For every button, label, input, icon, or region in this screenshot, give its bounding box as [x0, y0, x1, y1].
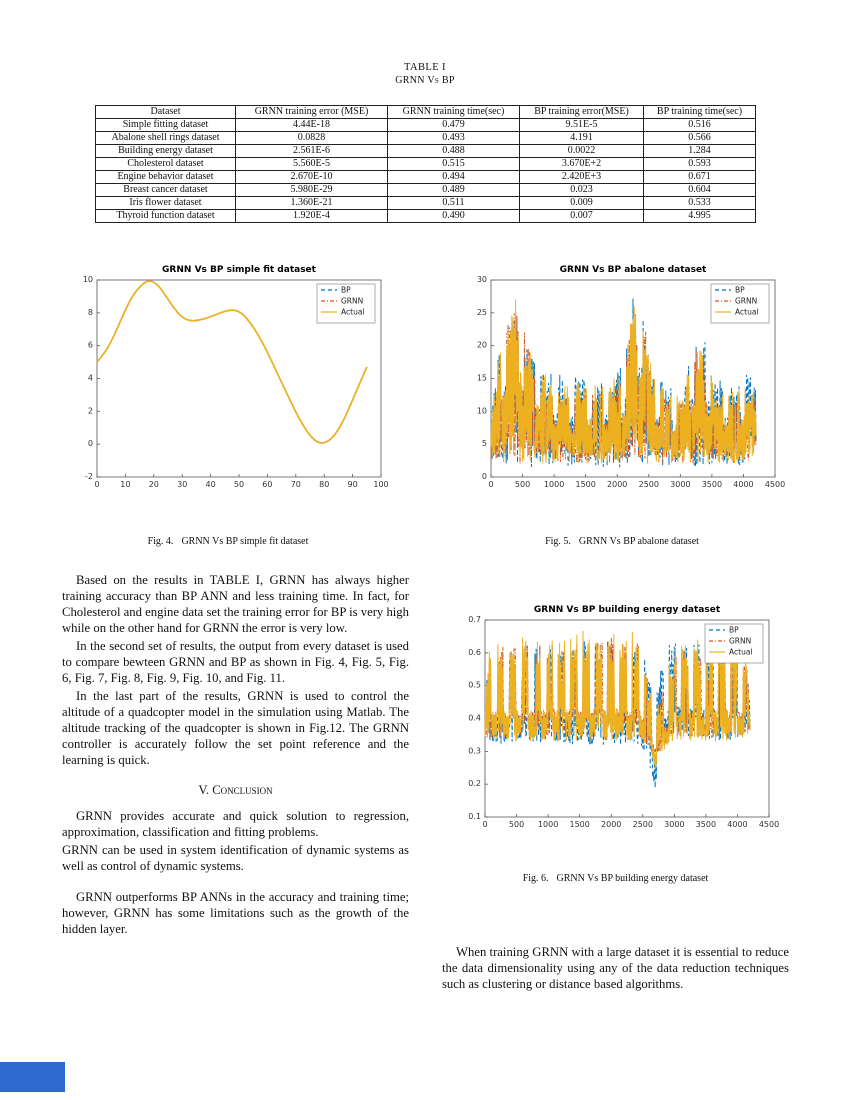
table-cell: 0.566 [644, 132, 756, 145]
figure-4-text: GRNN Vs BP simple fit dataset [181, 536, 309, 547]
table-title: TABLE I [404, 62, 446, 73]
body-paragraph: Based on the results in TABLE I, GRNN has always higher training accuracy than BP ANN and less training time. In fact, for Cholesterol and engine data set the training error for BP is very high while on the other hand for GRNN the error is very low. [62, 573, 409, 635]
figure-5-caption [452, 536, 792, 547]
table-cell: 0.494 [388, 171, 520, 184]
table-cell: 0.671 [644, 171, 756, 184]
table-cell: 1.284 [644, 145, 756, 158]
table-subtitle: GRNN Vs BP [395, 75, 455, 86]
column-header: BP training error(MSE) [520, 106, 644, 119]
column-header: Dataset [96, 106, 236, 119]
chart-abalone [457, 258, 787, 503]
table-cell: Iris flower dataset [96, 197, 236, 210]
body-paragraph: When training GRNN with a large dataset it is essential to reduce the data dimensionality using any of the data reduction techniques such as clustering or distance based algorithms. [442, 944, 789, 991]
table-cell: 0.488 [388, 145, 520, 158]
table-cell: 5.560E-5 [236, 158, 388, 171]
table-cell: 0.0022 [520, 145, 644, 158]
figure-6-caption [442, 873, 789, 886]
table-cell: 0.479 [388, 119, 520, 132]
table-cell: 0.489 [388, 184, 520, 197]
table-cell: 9.51E-5 [520, 119, 644, 132]
footer-blue-bar [0, 1062, 65, 1092]
table-cell: 0.0828 [236, 132, 388, 145]
right-column [442, 572, 789, 994]
table-cell: 0.604 [644, 184, 756, 197]
body-paragraph: In the last part of the results, GRNN is used to control the altitude of a quadcopter model in the simulation using Matlab. The altitude tracking of the quadcopter is shown in Fig.12. The GRNN controller is accurately follow the set point reference and the learning is quick. [62, 689, 409, 767]
figure-4 [58, 258, 398, 547]
body-paragraph: GRNN provides accurate and quick solution to regression, approximation, classification and fitting problems. [62, 809, 409, 839]
column-header: BP training time(sec) [644, 106, 756, 119]
table-cell: 3.670E+2 [520, 158, 644, 171]
table-cell: 0.023 [520, 184, 644, 197]
table-cell: 2.561E-6 [236, 145, 388, 158]
table-row [96, 210, 756, 223]
table-cell: Building energy dataset [96, 145, 236, 158]
table-cell: 2.420E+3 [520, 171, 644, 184]
table-cell: 0.511 [388, 197, 520, 210]
left-column [62, 572, 409, 939]
table-cell: Abalone shell rings dataset [96, 132, 236, 145]
body-paragraph: In the second set of results, the output from every dataset is used to compare bewteen GRNN and BP as shown in Fig. 4, Fig. 5, Fig. 6, Fig. 7, Fig. 8, Fig. 9, Fig. 10, and Fig. 11. [62, 639, 409, 685]
body-paragraph: GRNN can be used in system identification of dynamic systems as well as control of dynamic systems. [62, 843, 409, 873]
table-cell: 0.516 [644, 119, 756, 132]
column-header: GRNN training error (MSE) [236, 106, 388, 119]
table-row [96, 158, 756, 171]
body-paragraph: GRNN outperforms BP ANNs in the accuracy and training time; however, GRNN has some limitations such as the growth of the hidden layer. [62, 890, 409, 936]
figure-6 [442, 598, 789, 886]
figure-4-caption [58, 536, 398, 547]
table-cell: 0.009 [520, 197, 644, 210]
table-cell: 4.995 [644, 210, 756, 223]
table-cell: Cholesterol dataset [96, 158, 236, 171]
table-row [96, 184, 756, 197]
table-row [96, 171, 756, 184]
figure-5-label: Fig. 5. [545, 536, 571, 547]
table-cell: Breast cancer dataset [96, 184, 236, 197]
table-cell: 5.980E-29 [236, 184, 388, 197]
table-cell: 0.007 [520, 210, 644, 223]
table-row [96, 145, 756, 158]
table-cell: 4.191 [520, 132, 644, 145]
figure-6-label: Fig. 6. [522, 873, 549, 884]
table-cell: 0.515 [388, 158, 520, 171]
table-cell: 0.493 [388, 132, 520, 145]
figure-5 [452, 258, 792, 547]
table-cell: Engine behavior dataset [96, 171, 236, 184]
table-cell: 0.533 [644, 197, 756, 210]
results-table [95, 105, 756, 223]
figure-5-text: GRNN Vs BP abalone dataset [578, 536, 699, 547]
column-header: GRNN training time(sec) [388, 106, 520, 119]
table-cell: 2.670E-10 [236, 171, 388, 184]
table-cell: 0.593 [644, 158, 756, 171]
table-cell: 4.44E-18 [236, 119, 388, 132]
chart-simple-fit [63, 258, 393, 503]
figure-4-label: Fig. 4. [147, 536, 174, 547]
table-cell: 1.920E-4 [236, 210, 388, 223]
table-row [96, 119, 756, 132]
chart-building-energy [451, 598, 781, 843]
table-cell: Thyroid function dataset [96, 210, 236, 223]
table-cell: Simple fitting dataset [96, 119, 236, 132]
table-row [96, 197, 756, 210]
table-cell: 1.360E-21 [236, 197, 388, 210]
table-row [96, 132, 756, 145]
table-header-row [96, 106, 756, 119]
table-cell: 0.490 [388, 210, 520, 223]
section-heading-conclusion: V. Conclusion [198, 783, 273, 797]
figure-6-text: GRNN Vs BP building energy dataset [556, 873, 709, 884]
